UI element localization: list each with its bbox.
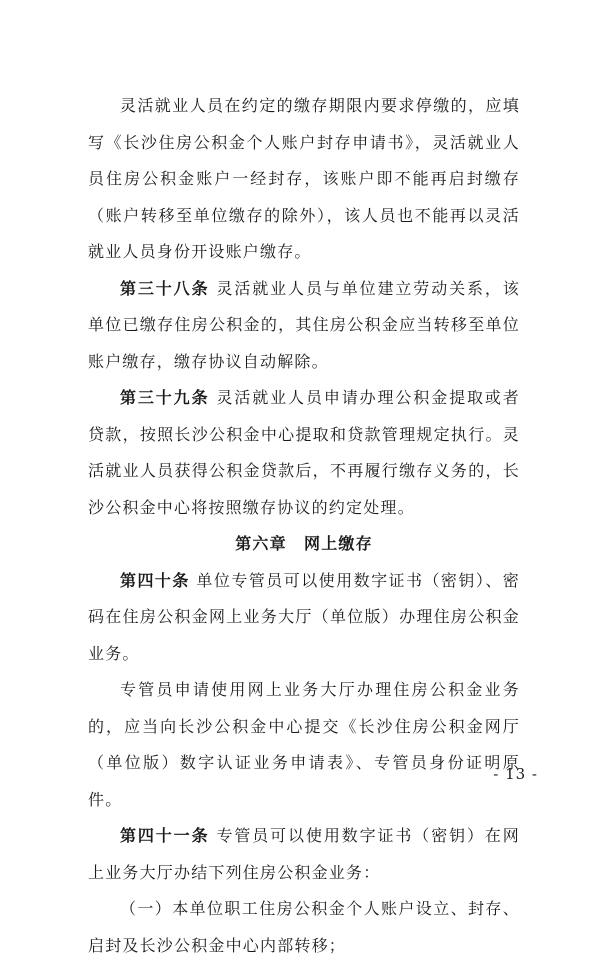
article-number: 第三十八条 (120, 278, 210, 298)
paragraph-article-41 (88, 818, 520, 891)
paragraph-text: （一）本单位职工住房公积金个人账户设立、封存、启封及长沙公积金中心内部转移； (88, 899, 520, 955)
paragraph-text: 单位专管员可以使用数字证书（密钥）、密码在住房公积金网上业务大厅（单位版）办理住房公积金业务。 (88, 570, 520, 663)
paragraph-text: 灵活就业人员与单位建立劳动关系，该单位已缴存住房公积金的，其住房公积金应当转移至单位账户缴存，缴存协议自动解除。 (88, 278, 520, 371)
chapter-heading: 第六章 网上缴存 (235, 534, 373, 553)
paragraph-text: 灵活就业人员在约定的缴存期限内要求停缴的，应填写《长沙住房公积金个人账户封存申请书》，灵活就业人员住房公积金账户一经封存，该账户即不能再启封缴存（账户转移至单位缴存的除外），该人员也不能再以灵活就业人员身份开设账户缴存。 (88, 96, 520, 261)
paragraph-text: 灵活就业人员申请办理公积金提取或者贷款，按照长沙公积金中心提取和贷款管理规定执行。灵活就业人员获得公积金贷款后，不再履行缴存义务的，长沙公积金中心将按照缴存协议的约定处理。 (88, 388, 520, 517)
paragraph-article-38 (88, 271, 520, 381)
paragraph-text: 专管员申请使用网上业务大厅办理住房公积金业务的，应当向长沙公积金中心提交《长沙住房公积金网厅（单位版）数字认证业务申请表》、专管员身份证明原件。 (88, 680, 520, 809)
page-content (88, 88, 520, 964)
paragraph-administrator-application (88, 672, 520, 818)
paragraph-list-item-1 (88, 891, 520, 964)
article-number: 第四十一条 (120, 826, 210, 845)
paragraph-flexible-employment-suspension (88, 88, 520, 271)
article-number: 第四十条 (120, 570, 190, 590)
article-number: 第三十九条 (120, 388, 210, 407)
paragraph-text: 专管员可以使用数字证书（密钥）在网上业务大厅办结下列住房公积金业务： (88, 826, 520, 882)
paragraph-article-39 (88, 380, 520, 526)
paragraph-article-40 (88, 563, 520, 673)
page-number: - 13 - (493, 765, 538, 783)
